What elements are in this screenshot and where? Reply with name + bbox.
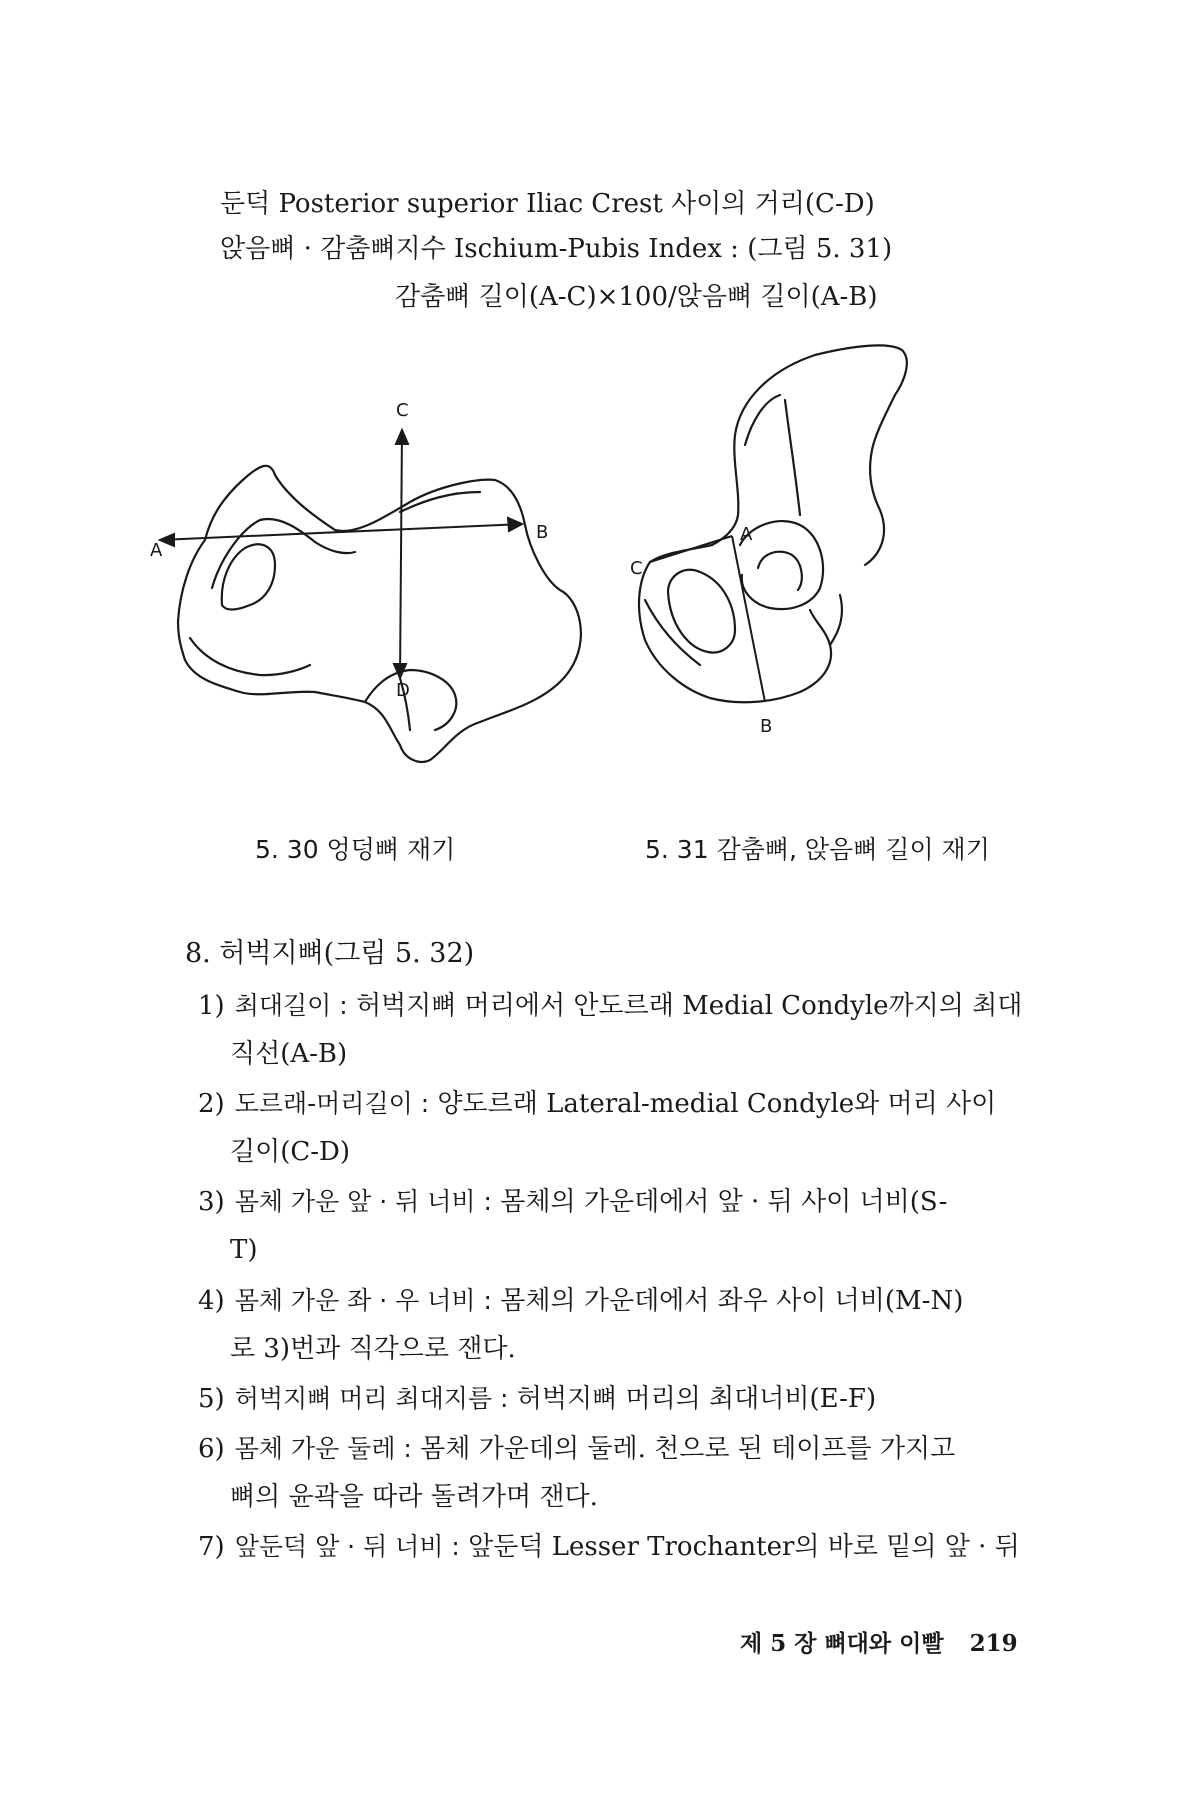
- ilium-outer-outline: [178, 466, 581, 762]
- list-item-7: [198, 1531, 1020, 1563]
- figure-5-30-ilium-drawing: [150, 400, 630, 800]
- list-item-6-continuation: 뼈의 윤곽을 따라 돌려가며 잰다.: [230, 1482, 598, 1512]
- pelvis-outline-svg: [640, 340, 1020, 800]
- item-number: 7): [198, 1532, 225, 1562]
- item-text-line-1: 허벅지뼈 머리에서 안도르래 Medial Condyle까지의 최대: [355, 991, 1023, 1021]
- list-item-2-continuation: 길이(C-D): [230, 1137, 351, 1167]
- ilium-acetabular-region: [365, 670, 456, 730]
- running-footer: [740, 1625, 1018, 1658]
- item-number: 4): [198, 1286, 225, 1316]
- item-number: 6): [198, 1434, 225, 1464]
- pelvis-acetabulum-inner: [758, 552, 802, 590]
- item-number: 2): [198, 1089, 225, 1119]
- arrowhead-b: [508, 518, 522, 531]
- item-term: 앞둔덕 앞 · 뒤 너비 :: [234, 1532, 460, 1561]
- label-b: B: [536, 522, 549, 543]
- item-term: 몸체 가운 앞 · 뒤 너비 :: [234, 1187, 492, 1216]
- pelvis-wing-ridge: [785, 400, 800, 515]
- section-title: 8. 허벅지뼈(그림 5. 32): [185, 938, 475, 969]
- ilium-lower-notch: [190, 638, 310, 675]
- list-item-2: [198, 1088, 996, 1120]
- intro-line-2: 앉음뼈 · 감춤뼈지수 Ischium-Pubis Index : (그림 5. 31): [220, 234, 893, 264]
- pelvis-ilium-wing: [735, 345, 907, 565]
- item-text-line-1: 몸체의 가운데에서 앞 · 뒤 사이 너비(S-: [500, 1187, 948, 1217]
- item-number: 3): [198, 1187, 225, 1217]
- label-c: C: [630, 558, 643, 579]
- item-text-line-1: 양도르래 Lateral-medial Condyle와 머리 사이: [437, 1089, 997, 1119]
- item-term: 몸체 가운 좌 · 우 너비 :: [234, 1286, 492, 1315]
- ilium-inner-fossa: [222, 544, 275, 609]
- item-term: 최대길이 :: [234, 991, 348, 1020]
- list-item-1: [198, 990, 1022, 1022]
- ilium-line-c-d: [400, 430, 402, 678]
- intro-line-3: 감춤뼈 길이(A-C)×100/앉음뼈 길이(A-B): [395, 282, 878, 312]
- item-text-line-1: 몸체의 가운데에서 좌우 사이 너비(M-N): [500, 1286, 964, 1316]
- pelvis-wing-inner: [745, 395, 780, 445]
- ilium-line-a-b: [160, 524, 522, 540]
- list-item-3-continuation: T): [230, 1235, 258, 1265]
- item-term: 도르래-머리길이 :: [234, 1089, 430, 1118]
- list-item-4: [198, 1285, 963, 1317]
- arrowhead-c: [396, 430, 408, 444]
- figure-5-30-caption: 5. 30 엉덩뼈 재기: [255, 835, 456, 864]
- pelvis-ischium-notch: [830, 595, 842, 645]
- label-a: A: [740, 524, 753, 545]
- label-b: B: [760, 716, 773, 737]
- list-item-5: [198, 1383, 876, 1415]
- label-d: D: [396, 680, 410, 701]
- label-a: A: [150, 540, 163, 561]
- list-item-6: [198, 1433, 955, 1465]
- list-item-3: [198, 1186, 947, 1218]
- chapter-title: 제 5 장 뼈대와 이빨: [740, 1630, 944, 1657]
- pelvis-line-c-a: [650, 536, 732, 562]
- list-item-4-continuation: 로 3)번과 직각으로 잰다.: [230, 1334, 516, 1364]
- item-text-line-1: 몸체 가운데의 둘레. 천으로 된 테이프를 가지고: [420, 1434, 956, 1464]
- item-term: 몸체 가운 둘레 :: [234, 1434, 412, 1463]
- label-c: C: [396, 400, 409, 421]
- pelvis-acetabulum: [740, 521, 823, 609]
- item-text-line-1: 허벅지뼈 머리의 최대너비(E-F): [516, 1384, 877, 1414]
- figure-5-31-caption: 5. 31 감춤뼈, 앉음뼈 길이 재기: [645, 835, 990, 864]
- list-item-1-continuation: 직선(A-B): [230, 1039, 348, 1069]
- item-number: 5): [198, 1384, 225, 1414]
- pelvis-wing-left: [712, 435, 738, 545]
- ilium-outline-svg: [150, 440, 630, 800]
- item-text-line-1: 앞둔덕 Lesser Trochanter의 바로 밑의 앞 · 뒤: [468, 1532, 1020, 1562]
- page-number: 219: [969, 1630, 1018, 1657]
- pelvis-obturator-foramen: [668, 570, 735, 653]
- item-term: 허벅지뼈 머리 최대지름 :: [234, 1384, 509, 1413]
- figure-5-31-pelvis-drawing: [630, 340, 1020, 800]
- intro-line-1: 둔덕 Posterior superior Iliac Crest 사이의 거리(C-D): [220, 189, 875, 219]
- item-number: 1): [198, 991, 225, 1021]
